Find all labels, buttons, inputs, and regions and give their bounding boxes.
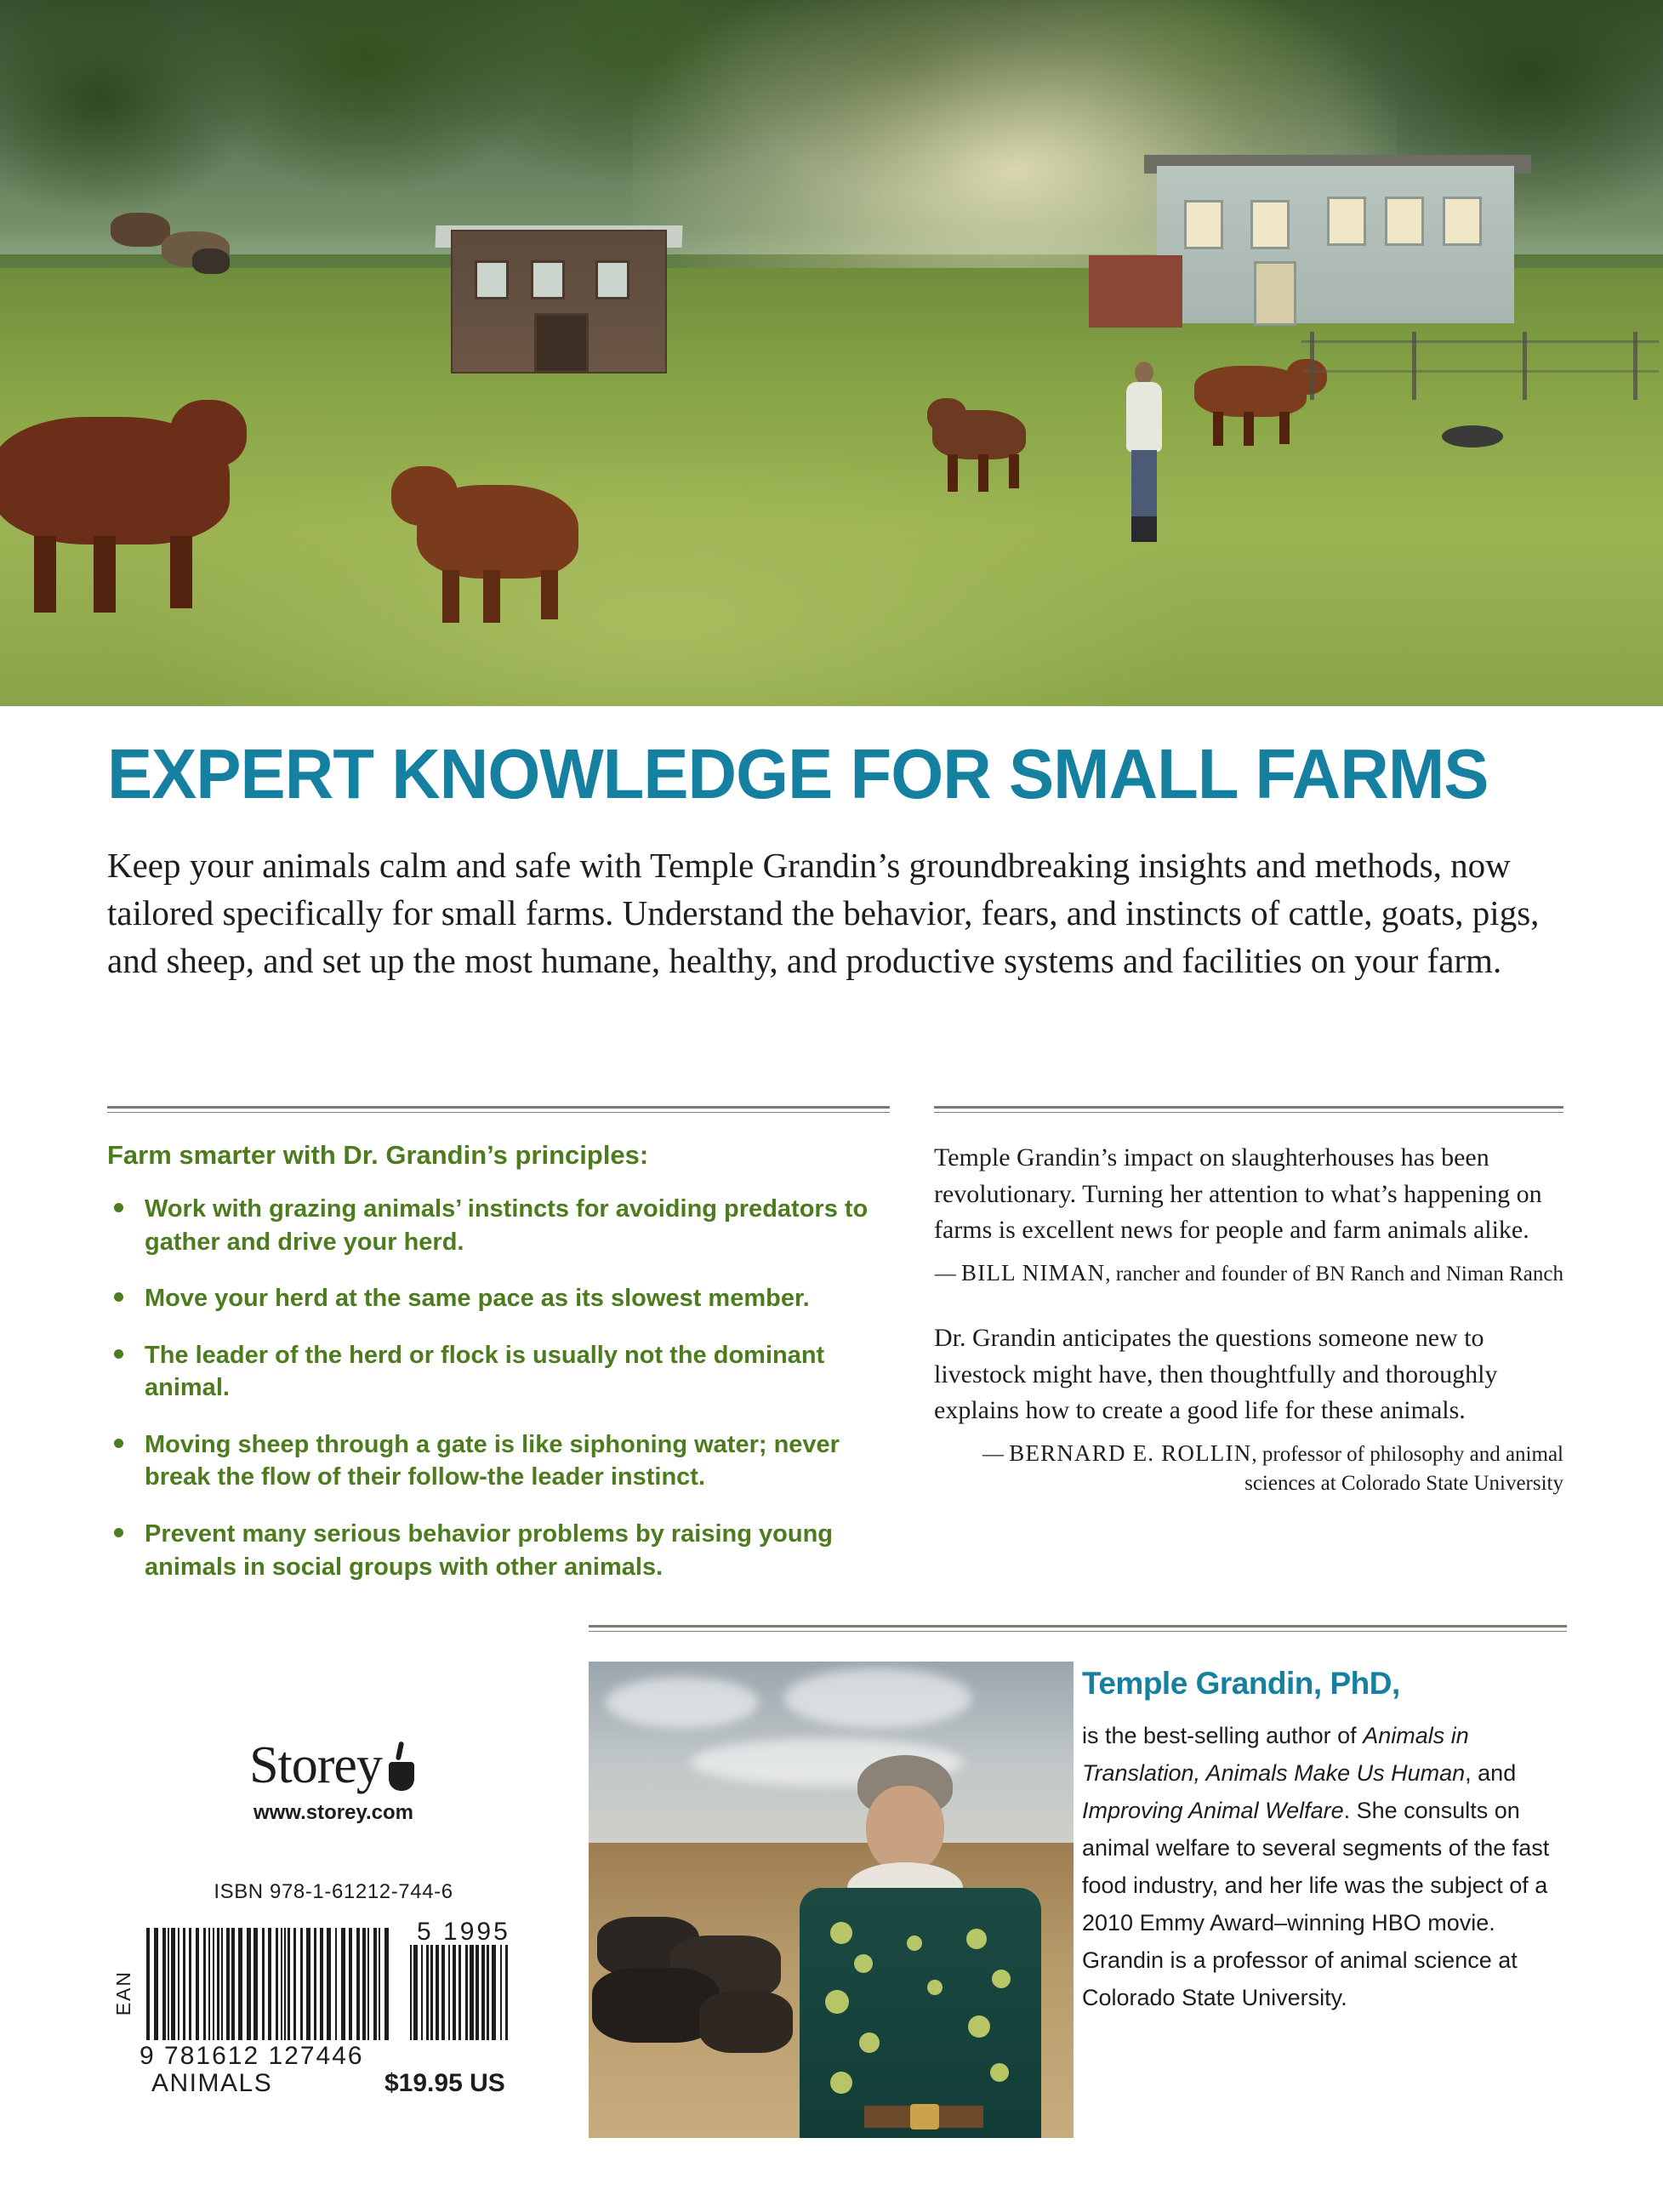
fence-post <box>1310 332 1314 400</box>
divider-rule-author <box>589 1625 1567 1633</box>
page-title: EXPERT KNOWLEDGE FOR SMALL FARMS <box>107 734 1489 813</box>
author-name: Temple Grandin, PhD, <box>1082 1666 1400 1701</box>
barcode-main-digits: 9 781612 127446 <box>140 2042 364 2070</box>
author-face <box>866 1786 944 1874</box>
endorsement-attribution <box>934 1438 1563 1497</box>
farmhouse-window <box>1443 197 1482 246</box>
attribution-name: BILL NIMAN <box>961 1259 1106 1286</box>
red-outbuilding <box>1089 255 1182 328</box>
author-embroidered-shirt <box>800 1888 1041 2138</box>
endorsement-text: Temple Grandin’s impact on slaughterhouses has been revolutionary. Turning her attention to what’s happening on farms is excellent news for people and farm animals alike. <box>934 1143 1542 1245</box>
hero-distant-animal <box>192 248 230 274</box>
barcode-bars-supplement <box>410 1945 512 2040</box>
cloud <box>784 1668 971 1728</box>
author-bio-part1: is the best-selling author of <box>1082 1723 1364 1748</box>
farmer-sweater <box>1126 382 1162 452</box>
attribution-credential: , professor of philosophy and animal sciences at Colorado State University <box>1244 1443 1563 1495</box>
list-item-text: Move your herd at the same pace as its slowest member. <box>145 1285 810 1313</box>
author-bio-part2: , and <box>1465 1760 1517 1786</box>
farmer-boots <box>1131 516 1157 542</box>
cloud <box>606 1677 759 1728</box>
barn-window <box>595 260 629 299</box>
bullet-dot-icon <box>114 1292 123 1302</box>
bullet-dot-icon <box>114 1349 123 1359</box>
cover-description: Keep your animals calm and safe with Temple Grandin’s groundbreaking insights and methods, now tailored specifically for small farms. Understand the behavior, fears, and instincts of cattle, goats, pigs, and sheep, and set up the most humane, healthy, and productive systems and facilities on your farm. <box>107 846 1540 980</box>
farmer-jeans <box>1131 450 1157 518</box>
attribution-credential: , rancher and founder of BN Ranch and Niman Ranch <box>1105 1262 1563 1286</box>
list-item <box>107 1193 890 1258</box>
list-item-text: Prevent many serious behavior problems by raising young animals in social groups with other animals. <box>145 1519 834 1581</box>
cover-hero-photo <box>0 0 1663 706</box>
divider-rule-right <box>934 1106 1563 1115</box>
fence-rail <box>1301 340 1659 343</box>
foreground-cow <box>0 400 255 604</box>
barn-window <box>531 260 565 299</box>
farmer-head <box>1135 362 1153 384</box>
publisher-logo <box>206 1736 461 1825</box>
bullet-dot-icon <box>114 1528 123 1537</box>
barcode <box>111 1918 519 2079</box>
farmhouse <box>1157 166 1514 323</box>
coffee-cup-icon <box>384 1742 418 1791</box>
ean-label: EAN <box>112 1970 134 2016</box>
fence-post <box>1412 332 1416 400</box>
fence-post <box>1523 332 1527 400</box>
isbn-text: ISBN 978-1-61212-744-6 <box>214 1880 453 1903</box>
fence-rail <box>1301 370 1659 373</box>
farmhouse-window <box>1250 200 1290 249</box>
list-item <box>107 1428 890 1494</box>
author-bio-section <box>1082 1666 1567 2016</box>
bullet-dot-icon <box>114 1203 123 1212</box>
author-photo <box>589 1662 1074 2138</box>
author-belt-buckle <box>910 2104 939 2129</box>
author-bio-part3: . She consults on animal welfare to several segments of the fast food industry, and her life was the subject of a 2010 Emmy Award–winning HBO movie. Grandin is a professor of animal science at Colorado State University. <box>1082 1798 1550 2010</box>
farmhouse-window <box>1184 200 1223 249</box>
farmhouse-door <box>1254 261 1296 326</box>
farmhouse-window <box>1327 197 1366 246</box>
mid-calf <box>927 398 1038 500</box>
list-item <box>107 1518 890 1583</box>
author-bio <box>1082 1717 1567 2016</box>
farmer-figure <box>1121 362 1165 544</box>
feedlot-cattle <box>699 1992 793 2053</box>
barn-door <box>534 313 589 373</box>
principles-list <box>107 1193 890 1583</box>
endorsement-attribution <box>934 1257 1563 1289</box>
publisher-name: Storey <box>249 1736 382 1794</box>
bullet-dot-icon <box>114 1439 123 1448</box>
publisher-url[interactable]: www.storey.com <box>253 1801 414 1824</box>
list-item <box>107 1282 890 1315</box>
endorsements-section <box>934 1140 1563 1530</box>
farmhouse-window <box>1385 197 1424 246</box>
barcode-bars-main <box>146 1928 393 2040</box>
author-book-titles-2: Improving Animal Welfare <box>1082 1798 1344 1823</box>
list-item-text: The leader of the herd or flock is usually not the dominant animal. <box>145 1341 825 1402</box>
author-book-titles-1: Animals in Translation, Animals Make Us Human <box>1082 1723 1469 1786</box>
list-item <box>107 1339 890 1405</box>
price-label: $19.95 US <box>384 2069 505 2097</box>
barn-window <box>475 260 509 299</box>
calf <box>391 459 604 621</box>
endorsement-text: Dr. Grandin anticipates the questions someone new to livestock might have, then thoughtfully and thoroughly explains how to create a good life for these animals. <box>934 1324 1498 1425</box>
divider-rule-left <box>107 1106 890 1115</box>
attribution-dash: — <box>934 1262 962 1286</box>
barn-building <box>451 230 667 373</box>
attribution-dash: — <box>982 1443 1010 1467</box>
list-item-text: Moving sheep through a gate is like siphoning water; never break the flow of their follow-the leader instinct. <box>145 1430 840 1491</box>
fence-post <box>1633 332 1637 400</box>
list-item-text: Work with grazing animals’ instincts for avoiding predators to gather and drive your herd. <box>145 1195 869 1256</box>
category-label: ANIMALS <box>151 2069 273 2097</box>
principles-section <box>107 1140 890 1607</box>
hero-distant-animal <box>111 213 170 247</box>
author-figure <box>791 1755 1046 2138</box>
barcode-supplement-digits: 5 1995 <box>417 1918 510 1946</box>
principles-title: Farm smarter with Dr. Grandin’s principles: <box>107 1140 649 1170</box>
attribution-name: BERNARD E. ROLLIN <box>1009 1440 1252 1467</box>
water-trough-tire <box>1442 425 1503 448</box>
